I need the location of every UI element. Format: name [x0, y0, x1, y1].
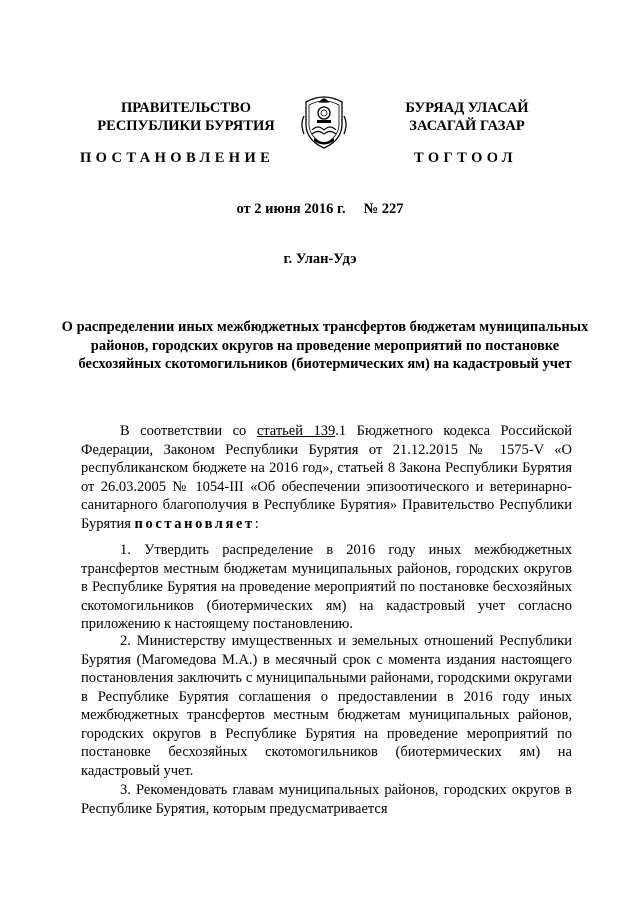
coat-of-arms-icon	[298, 90, 350, 150]
preamble-text-body: .1 Бюджетного кодекса Российской Федерации, Законом Республики Бурятия от 21.12.2015 № 1575-V «О республиканском бюджете на 2016 год», статьей 8 Закона Республики Бурятия от 26.03.2005 № 1054-III «Об обеспечении эпизоотического и ветеринарно-санитарного благополучия в Республике Бурятия» Правительство Республики Бурятия	[81, 423, 573, 532]
law-article-link[interactable]: статьей 139	[256, 423, 336, 439]
resolution-item-1: 1. Утвердить распределение в 2016 году иных межбюджетных трансфертов местным бюджетам муниципальных районов, городских округов в Республике Бурятия на проведение мероприятий по постановке бесхозяйных скотомогильников (биотермических ям) на кадастровый учет согласно приложению к настоящему постановлению.	[81, 542, 572, 632]
document-number: № 227	[363, 201, 404, 217]
issuer-line-1-buryat: БУРЯАД УЛАСАЙ	[405, 100, 529, 116]
issuer-line-2-buryat: ЗАСАГАЙ ГАЗАР	[409, 118, 525, 134]
preamble-paragraph	[81, 422, 572, 533]
document-type-russian: ПОСТАНОВЛЕНИЕ	[80, 150, 275, 166]
date-number-line	[0, 201, 640, 218]
issuer-name-russian	[92, 99, 280, 135]
document-city: г. Улан-Удэ	[283, 251, 357, 267]
preamble-end: :	[254, 515, 259, 532]
document-type-buryat: ТОГТООЛ	[414, 150, 517, 166]
issuer-name-buryat	[382, 99, 552, 135]
preamble-text-start: В соответствии со	[120, 423, 257, 439]
issuer-line-2: РЕСПУБЛИКИ БУРЯТИЯ	[97, 118, 275, 134]
issuer-line-1: ПРАВИТЕЛЬСТВО	[121, 100, 251, 116]
resolution-item-3: 3. Рекомендовать главам муниципальных районов, городских округов в Республике Бурятия, которым предусматривается	[81, 782, 572, 817]
resolves-word: постановляет	[134, 515, 255, 532]
resolution-item-2: 2. Министерству имущественных и земельных отношений Республики Бурятия (Магомедова М.А.) в месячный срок с момента издания настоящего постановления заключить с муниципальными районами, городскими округами в Республике Бурятия соглашения о предоставлении в 2016 году иных межбюджетных трансфертов местным бюджетам муниципальных районов, городских округов в Республике Бурятия на проведение мероприятий по постановке бесхозяйных скотомогильников (биотермических ям) на кадастровый учет.	[81, 633, 572, 779]
document-title: О распределении иных межбюджетных трансфертов бюджетам муниципальных районов, городских округов на проведение мероприятий по постановке бесхозяйных скотомогильников (биотермических ям) на кадастровый учет	[61, 319, 589, 372]
document-date: от 2 июня 2016 г.	[236, 201, 346, 217]
